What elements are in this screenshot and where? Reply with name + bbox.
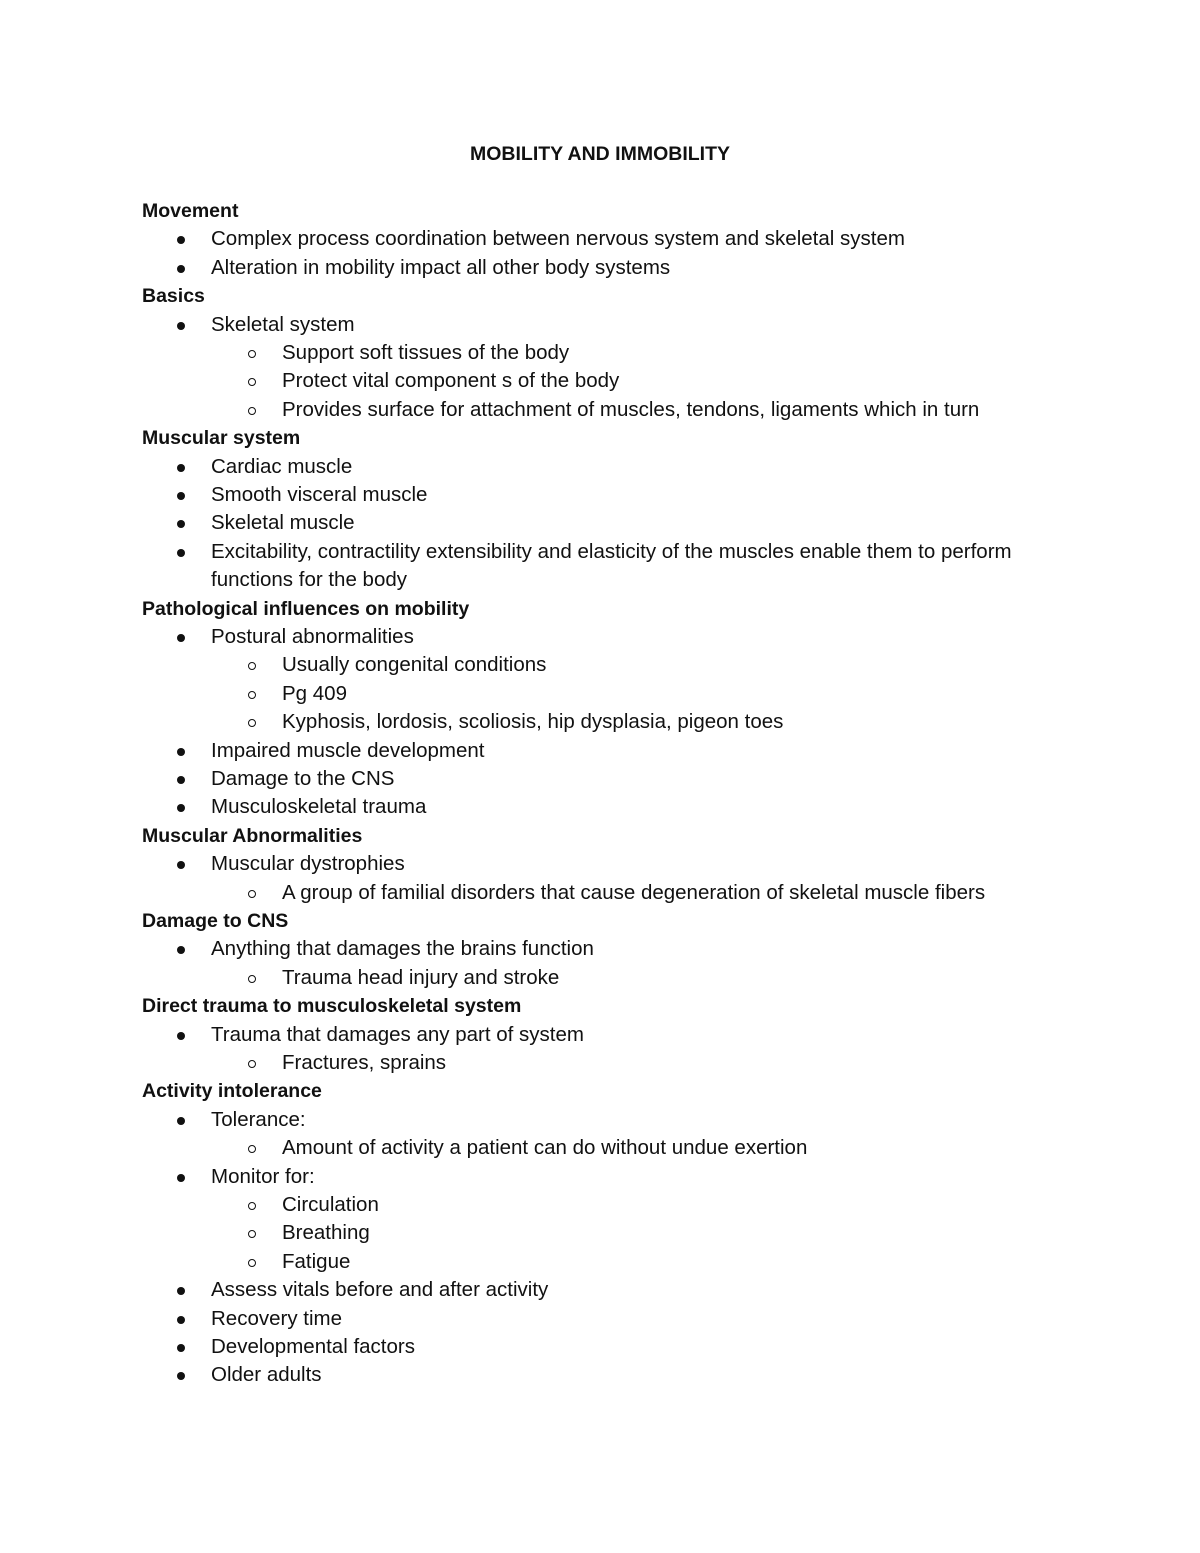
- bullet-item: Trauma that damages any part of system: [211, 1022, 584, 1046]
- sub-bullet-item: Amount of activity a patient can do without undue exertion: [282, 1136, 808, 1160]
- bullet-item: Postural abnormalities: [211, 625, 414, 648]
- bullet-item: Recovery time: [211, 1306, 343, 1330]
- hollow-bullet-icon: [248, 662, 256, 670]
- bullet-item-continuation: functions for the body: [211, 568, 408, 592]
- hollow-bullet-icon: [248, 378, 256, 386]
- filled-bullet-icon: [177, 776, 185, 784]
- filled-bullet-icon: [177, 265, 185, 273]
- filled-bullet-icon: [177, 549, 185, 557]
- sub-bullet-item: Support soft tissues of the body: [282, 341, 570, 364]
- filled-bullet-icon: [177, 520, 185, 528]
- hollow-bullet-icon: [248, 719, 256, 727]
- section-heading: Activity intolerance: [142, 1080, 322, 1103]
- section-heading: Pathological influences on mobility: [142, 597, 470, 620]
- section-heading: Muscular system: [142, 427, 301, 450]
- bullet-item: Anything that damages the brains function: [211, 937, 594, 961]
- bullet-item: Cardiac muscle: [211, 454, 353, 478]
- filled-bullet-icon: [177, 1287, 185, 1295]
- filled-bullet-icon: [177, 1032, 185, 1040]
- bullet-item: Excitability, contractility extensibility and elasticity of the muscles enable them to perform: [211, 539, 1012, 563]
- bullet-item: Monitor for:: [211, 1164, 315, 1188]
- section-heading: Direct trauma to musculoskeletal system: [142, 995, 522, 1018]
- filled-bullet-icon: [177, 1372, 185, 1380]
- bullet-item: Skeletal muscle: [211, 511, 355, 535]
- hollow-bullet-icon: [248, 890, 256, 898]
- hollow-bullet-icon: [248, 1259, 256, 1267]
- hollow-bullet-icon: [248, 691, 256, 699]
- bullet-item: Tolerance:: [211, 1107, 306, 1131]
- hollow-bullet-icon: [248, 1060, 256, 1068]
- bullet-item: Musculoskeletal trauma: [211, 795, 427, 819]
- sub-bullet-item: Fractures, sprains: [282, 1051, 447, 1074]
- section-heading: Damage to CNS: [142, 910, 289, 932]
- filled-bullet-icon: [177, 946, 185, 954]
- bullet-item: Older adults: [211, 1363, 322, 1387]
- section-heading: Movement: [142, 200, 239, 222]
- bullet-item: Damage to the CNS: [211, 767, 395, 790]
- hollow-bullet-icon: [248, 407, 256, 415]
- sub-bullet-item: Trauma head injury and stroke: [282, 965, 560, 989]
- bullet-item: Assess vitals before and after activity: [211, 1278, 549, 1302]
- filled-bullet-icon: [177, 492, 185, 500]
- sub-bullet-item: Pg 409: [282, 681, 347, 705]
- hollow-bullet-icon: [248, 1230, 256, 1238]
- filled-bullet-icon: [177, 236, 185, 244]
- sub-bullet-item: Breathing: [282, 1221, 370, 1245]
- section-heading: Basics: [142, 285, 205, 308]
- hollow-bullet-icon: [248, 975, 256, 983]
- hollow-bullet-icon: [248, 350, 256, 358]
- sub-bullet-item: Provides surface for attachment of muscles, tendons, ligaments which in turn: [282, 397, 980, 421]
- filled-bullet-icon: [177, 1117, 185, 1125]
- filled-bullet-icon: [177, 748, 185, 756]
- filled-bullet-icon: [177, 1174, 185, 1182]
- sub-bullet-item: Protect vital component s of the body: [282, 369, 620, 393]
- sub-bullet-item: Circulation: [282, 1193, 379, 1216]
- filled-bullet-icon: [177, 634, 185, 642]
- filled-bullet-icon: [177, 1344, 185, 1352]
- filled-bullet-icon: [177, 464, 185, 472]
- bullet-item: Developmental factors: [211, 1335, 415, 1358]
- sub-bullet-item: Fatigue: [282, 1249, 351, 1273]
- filled-bullet-icon: [177, 861, 185, 869]
- sub-bullet-item: Usually congenital conditions: [282, 653, 547, 677]
- bullet-item: Skeletal system: [211, 312, 355, 336]
- hollow-bullet-icon: [248, 1145, 256, 1153]
- hollow-bullet-icon: [248, 1202, 256, 1210]
- filled-bullet-icon: [177, 1316, 185, 1324]
- bullet-item: Complex process coordination between nervous system and skeletal system: [211, 227, 905, 251]
- document-title: MOBILITY AND IMMOBILITY: [470, 143, 730, 165]
- sub-bullet-item: Kyphosis, lordosis, scoliosis, hip dysplasia, pigeon toes: [282, 710, 784, 734]
- sub-bullet-item: A group of familial disorders that cause degeneration of skeletal muscle fibers: [282, 880, 986, 904]
- filled-bullet-icon: [177, 804, 185, 812]
- section-heading: Muscular Abnormalities: [142, 824, 363, 847]
- filled-bullet-icon: [177, 322, 185, 330]
- bullet-item: Smooth visceral muscle: [211, 483, 428, 506]
- bullet-item: Alteration in mobility impact all other body systems: [211, 255, 671, 279]
- bullet-item: Muscular dystrophies: [211, 852, 405, 876]
- bullet-item: Impaired muscle development: [211, 738, 485, 762]
